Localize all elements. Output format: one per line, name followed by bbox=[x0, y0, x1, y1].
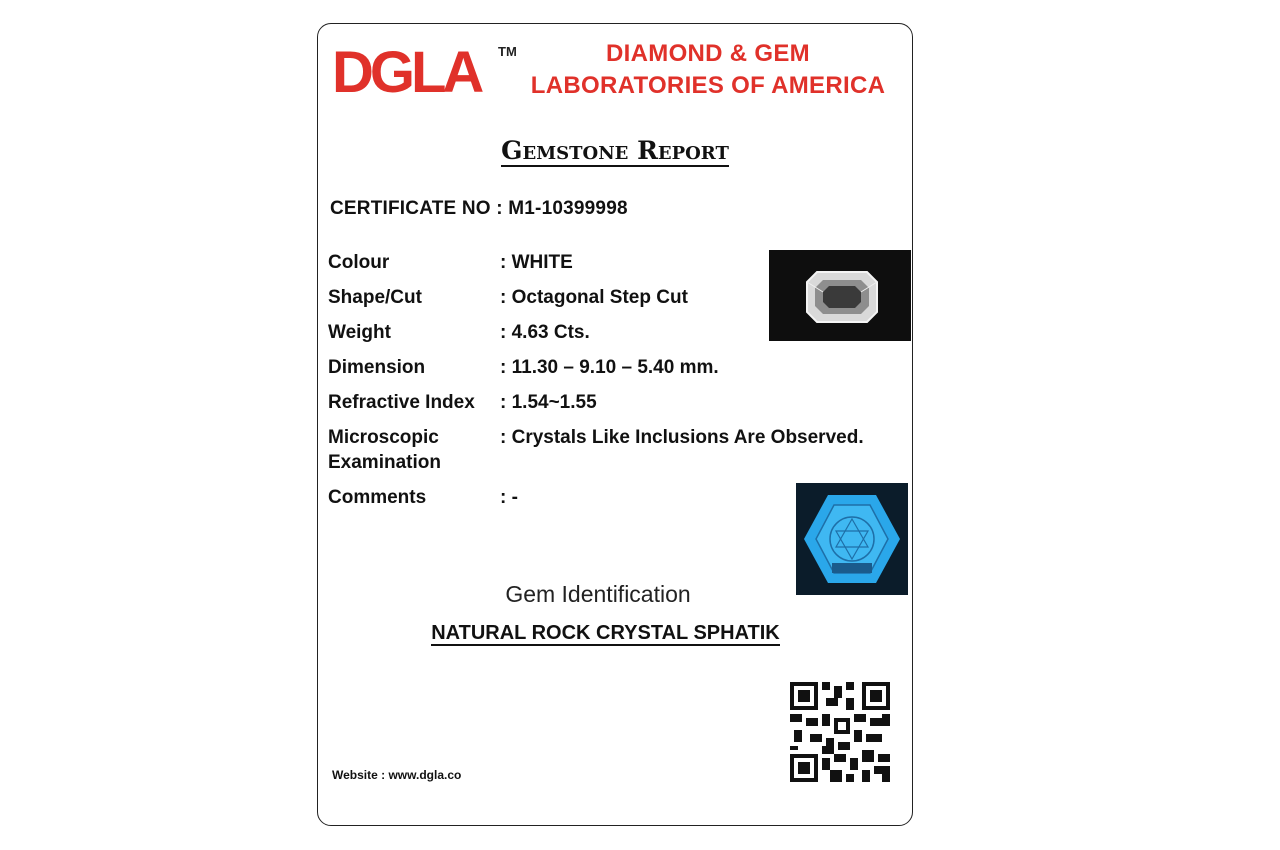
detail-row-dimension bbox=[328, 355, 908, 390]
report-title-text: Gemstone Report bbox=[501, 136, 729, 165]
hologram-seal bbox=[796, 483, 908, 595]
detail-value: : Octagonal Step Cut bbox=[500, 287, 688, 308]
lab-name-line2: LABORATORIES OF AMERICA bbox=[530, 72, 886, 99]
certificate-label: CERTIFICATE NO : bbox=[330, 198, 503, 219]
detail-value: : Crystals Like Inclusions Are Observed. bbox=[500, 427, 864, 448]
trademark-mark: TM bbox=[498, 44, 517, 59]
detail-value: : WHITE bbox=[500, 252, 573, 273]
detail-label: Comments bbox=[328, 487, 427, 508]
gem-identification-text: NATURAL ROCK CRYSTAL SPHATIK bbox=[431, 622, 780, 644]
detail-label: Colour bbox=[328, 252, 390, 273]
certificate-number bbox=[330, 198, 628, 220]
gem-identification-label: Gem Identification bbox=[505, 581, 691, 607]
lab-name-line1: DIAMOND & GEM bbox=[606, 40, 810, 67]
detail-value: : 11.30 – 9.10 – 5.40 mm. bbox=[500, 357, 719, 378]
detail-label: Microscopic Examination bbox=[328, 427, 441, 473]
logo-text: DGLA bbox=[332, 40, 481, 100]
report-title bbox=[318, 136, 912, 165]
detail-label: Dimension bbox=[328, 357, 426, 378]
website-footer: Website : www.dgla.co bbox=[332, 768, 462, 782]
dgla-logo bbox=[332, 38, 522, 100]
detail-row-microscopic bbox=[328, 425, 908, 485]
detail-label: Weight bbox=[328, 322, 391, 343]
lab-name bbox=[518, 38, 898, 102]
certificate-value: M1-10399998 bbox=[508, 198, 628, 219]
detail-value: : - bbox=[500, 487, 518, 508]
qr-code bbox=[790, 682, 890, 782]
gemstone-photo bbox=[769, 250, 911, 341]
detail-label: Shape/Cut bbox=[328, 287, 422, 308]
detail-value: : 4.63 Cts. bbox=[500, 322, 590, 343]
detail-value: : 1.54~1.55 bbox=[500, 392, 597, 413]
detail-label: Refractive Index bbox=[328, 392, 475, 413]
certificate-card bbox=[317, 23, 913, 826]
detail-row-refractive-index bbox=[328, 390, 908, 425]
gem-identification-value bbox=[318, 622, 893, 645]
